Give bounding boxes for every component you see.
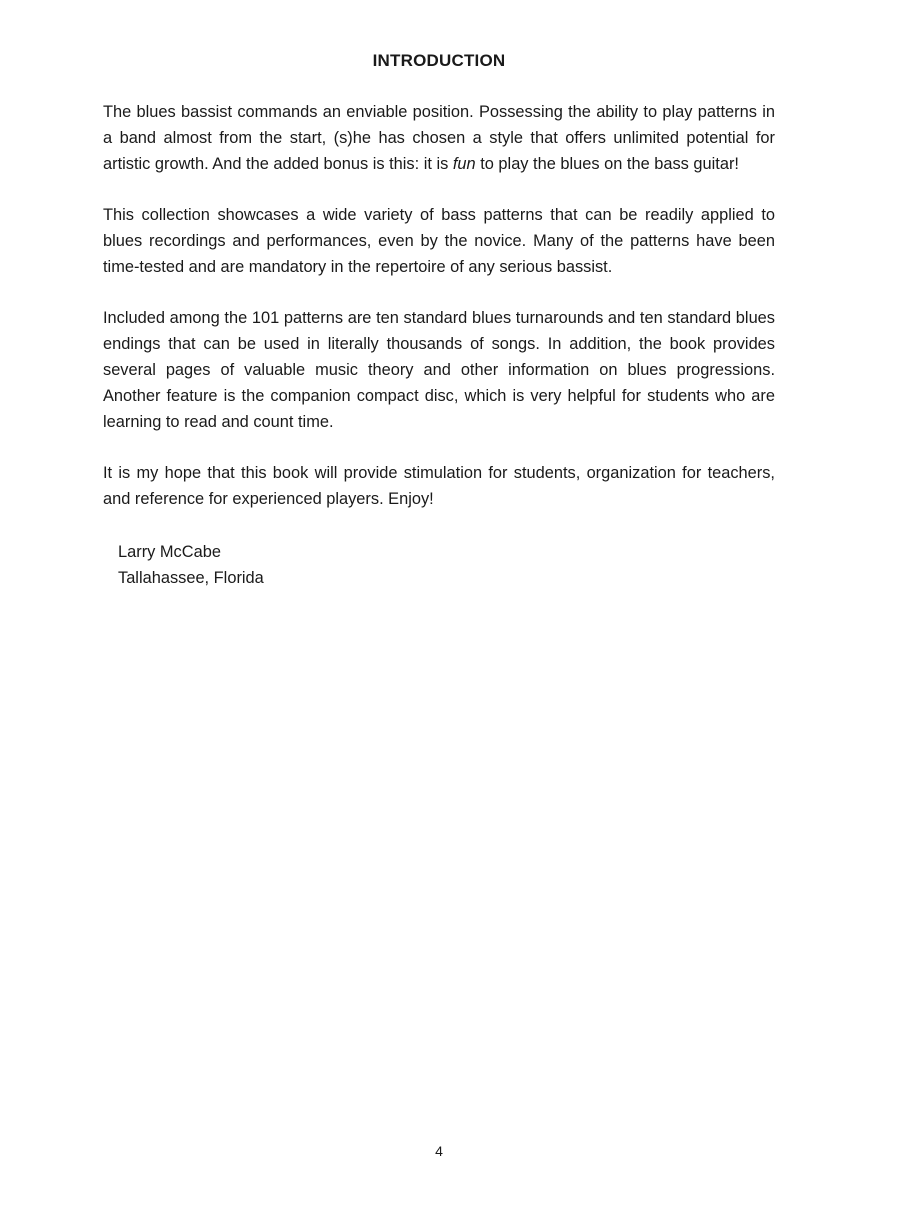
paragraph-2: This collection showcases a wide variety of bass patterns that can be readily applied to blues recordings and performances, even by the novice. Many of the patterns have been time-tested and are mandatory in the repertoire of any serious bassist.	[103, 206, 775, 276]
paragraph-4: It is my hope that this book will provide stimulation for students, organization for teachers, and reference for experienced players. Enjoy!	[103, 464, 775, 508]
paragraph-1	[103, 100, 775, 177]
body-text	[103, 100, 775, 591]
paragraph-1-text-start: The blues bassist commands an enviable position. Possessing the ability to play patterns in a band almost from the start, (s)he has chosen a style that offers unlimited potential for artistic growth. And the added bonus is this: it is	[103, 103, 775, 173]
page-number: 4	[435, 1143, 443, 1159]
signature	[118, 539, 775, 591]
author-location: Tallahassee, Florida	[118, 568, 264, 587]
paragraph-1-italic-word: fun	[452, 154, 476, 173]
page-title: INTRODUCTION	[372, 51, 506, 70]
paragraph-3: Included among the 101 patterns are ten standard blues turnarounds and ten standard blues endings that can be used in literally thousands of songs. In addition, the book provides several pages of valuable music theory and other information on blues progressions. Another feature is the companion compact disc, which is very helpful for students who are learning to read and count time.	[103, 309, 775, 431]
author-name: Larry McCabe	[118, 542, 221, 561]
paragraph-1-text-end: to play the blues on the bass guitar!	[475, 154, 739, 173]
